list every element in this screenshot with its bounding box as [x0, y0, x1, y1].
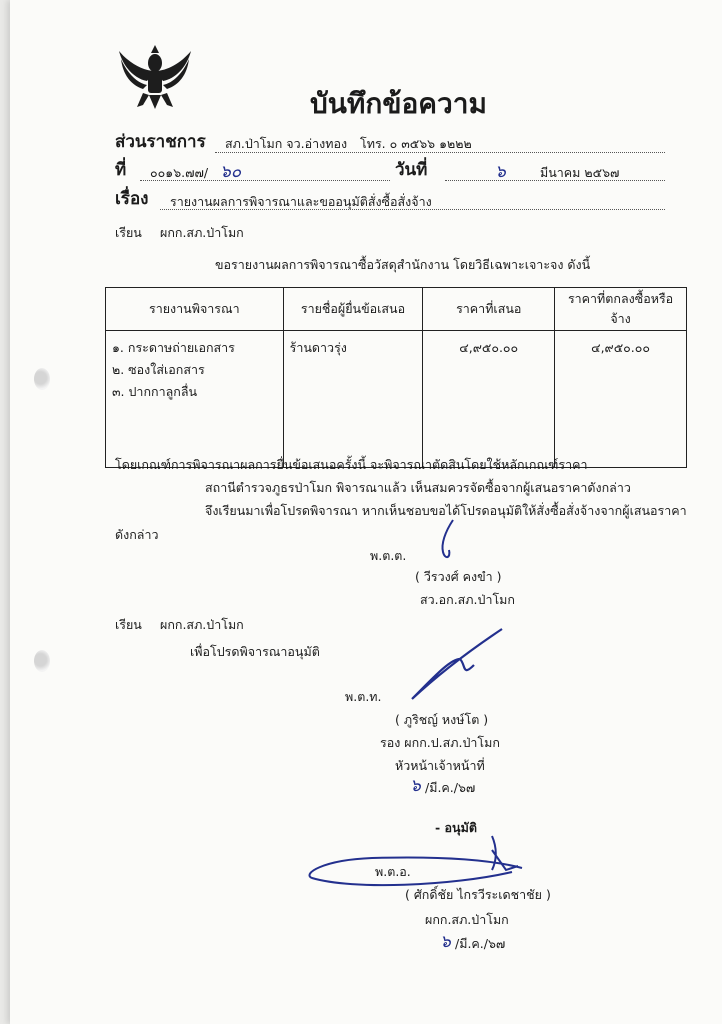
- punch-hole: [34, 650, 50, 672]
- memo-title: บันทึกข้อความ: [310, 87, 487, 120]
- offered-price-cell: ๔,๙๕๐.๐๐: [423, 331, 555, 468]
- list-item: ๑. กระดาษถ่ายเอกสาร: [112, 340, 235, 355]
- subject-underline: [160, 209, 665, 210]
- list-item: ๓. ปากกาลูกลื่น: [112, 384, 198, 399]
- sig1-position: สว.อก.สภ.ป่าโมก: [420, 592, 515, 607]
- approval-position: ผกก.สภ.ป่าโมก: [425, 912, 509, 927]
- header-cell: รายชื่อผู้ยื่นข้อเสนอ: [283, 288, 423, 331]
- sig1-name: ( วีรวงศ์ คงขำ ): [415, 569, 502, 584]
- sig2-date-rest: /มี.ค./๖๗: [425, 780, 476, 795]
- header-cell: ราคาที่ตกลงซื้อหรือ จ้าง: [555, 288, 687, 331]
- sig2-position-1: รอง ผกก.ป.สภ.ป่าโมก: [380, 735, 500, 750]
- body-line-4: ดังกล่าว: [115, 527, 159, 542]
- forward-note: เพื่อโปรดพิจารณาอนุมัติ: [190, 644, 320, 659]
- date-underline: [445, 180, 665, 181]
- subject-label: เรื่อง: [115, 189, 149, 209]
- table-header-row: [106, 288, 687, 331]
- sig2-name: ( ภูริชญ์ หงษ์โต ): [395, 712, 489, 727]
- approval-text: - อนุมัติ: [435, 820, 477, 835]
- header-cell: รายงานพิจารณา: [106, 288, 284, 331]
- body-line-2: สถานีตำรวจภูธรป่าโมก พิจารณาแล้ว เห็นสมควรจัดซื้อจากผู้เสนอราคาดังกล่าว: [205, 480, 631, 495]
- date-value: มีนาคม ๒๕๖๗: [540, 165, 620, 180]
- sig2-rank: พ.ต.ท.: [345, 689, 382, 704]
- ref-handwritten: ๖๐: [220, 162, 242, 182]
- garuda-emblem-icon: [113, 45, 197, 111]
- list-item: ๒. ซองใส่เอกสาร: [112, 362, 205, 377]
- vendor-cell: ร้านดาวรุ่ง: [283, 331, 423, 468]
- agency-underline: [215, 152, 665, 153]
- sig1-rank: พ.ต.ต.: [370, 548, 407, 563]
- sig2-position-2: หัวหน้าเจ้าหน้าที่: [395, 758, 485, 773]
- forward-to-value: ผกก.สภ.ป่าโมก: [160, 617, 244, 632]
- agency-value: สภ.ป่าโมก จว.อ่างทอง: [225, 136, 348, 151]
- to-value: ผกก.สภ.ป่าโมก: [160, 225, 244, 240]
- sig2-date-hand: ๖: [410, 776, 421, 796]
- date-handwritten: ๖: [495, 162, 506, 182]
- approval-rank: พ.ต.อ.: [375, 864, 411, 879]
- ref-label: ที่: [115, 160, 127, 180]
- body-line-3: จึงเรียนมาเพื่อโปรดพิจารณา หากเห็นชอบขอได้โปรดอนุมัติให้สั่งซื้อสั่งจ้างจากผู้เสนอราคา: [205, 503, 687, 518]
- forward-to-label: เรียน: [115, 617, 142, 632]
- approval-name: ( ศักดิ์ชัย ไกรวีระเดชาชัย ): [405, 887, 551, 902]
- table-row: [106, 331, 687, 468]
- ref-underline: [140, 180, 390, 181]
- memo-page: [10, 0, 722, 1024]
- signature-2-icon: [402, 625, 512, 705]
- header-cell: ราคาที่เสนอ: [423, 288, 555, 331]
- date-label: วันที่: [395, 160, 428, 180]
- approval-date-rest: /มี.ค./๖๗: [455, 936, 506, 951]
- body-line-1: โดยเกณฑ์การพิจารณาผลการยื่นข้อเสนอครั้งนี้ จะพิจารณาตัดสินโดยใช้หลักเกณฑ์ราคา: [115, 457, 588, 472]
- punch-hole: [34, 368, 50, 390]
- intro-text: ขอรายงานผลการพิจารณาซื้อวัสดุสำนักงาน โดยวิธีเฉพาะเจาะจง ดังนี้: [215, 257, 591, 272]
- consideration-table: [105, 287, 687, 468]
- to-label: เรียน: [115, 225, 142, 240]
- subject-value: รายงานผลการพิจารณาและขออนุมัติสั่งซื้อสั่งจ้าง: [170, 194, 432, 209]
- items-cell: [106, 331, 284, 468]
- agency-label: ส่วนราชการ: [115, 132, 206, 152]
- ref-value: ๐๐๑๖.๗๗/: [150, 165, 209, 180]
- phone-value: โทร. ๐ ๓๕๖๖ ๑๒๒๒: [360, 136, 472, 151]
- agreed-price-cell: ๔,๙๕๐.๐๐: [555, 331, 687, 468]
- signature-1-icon: [425, 518, 465, 568]
- approval-date-hand: ๖: [440, 932, 451, 952]
